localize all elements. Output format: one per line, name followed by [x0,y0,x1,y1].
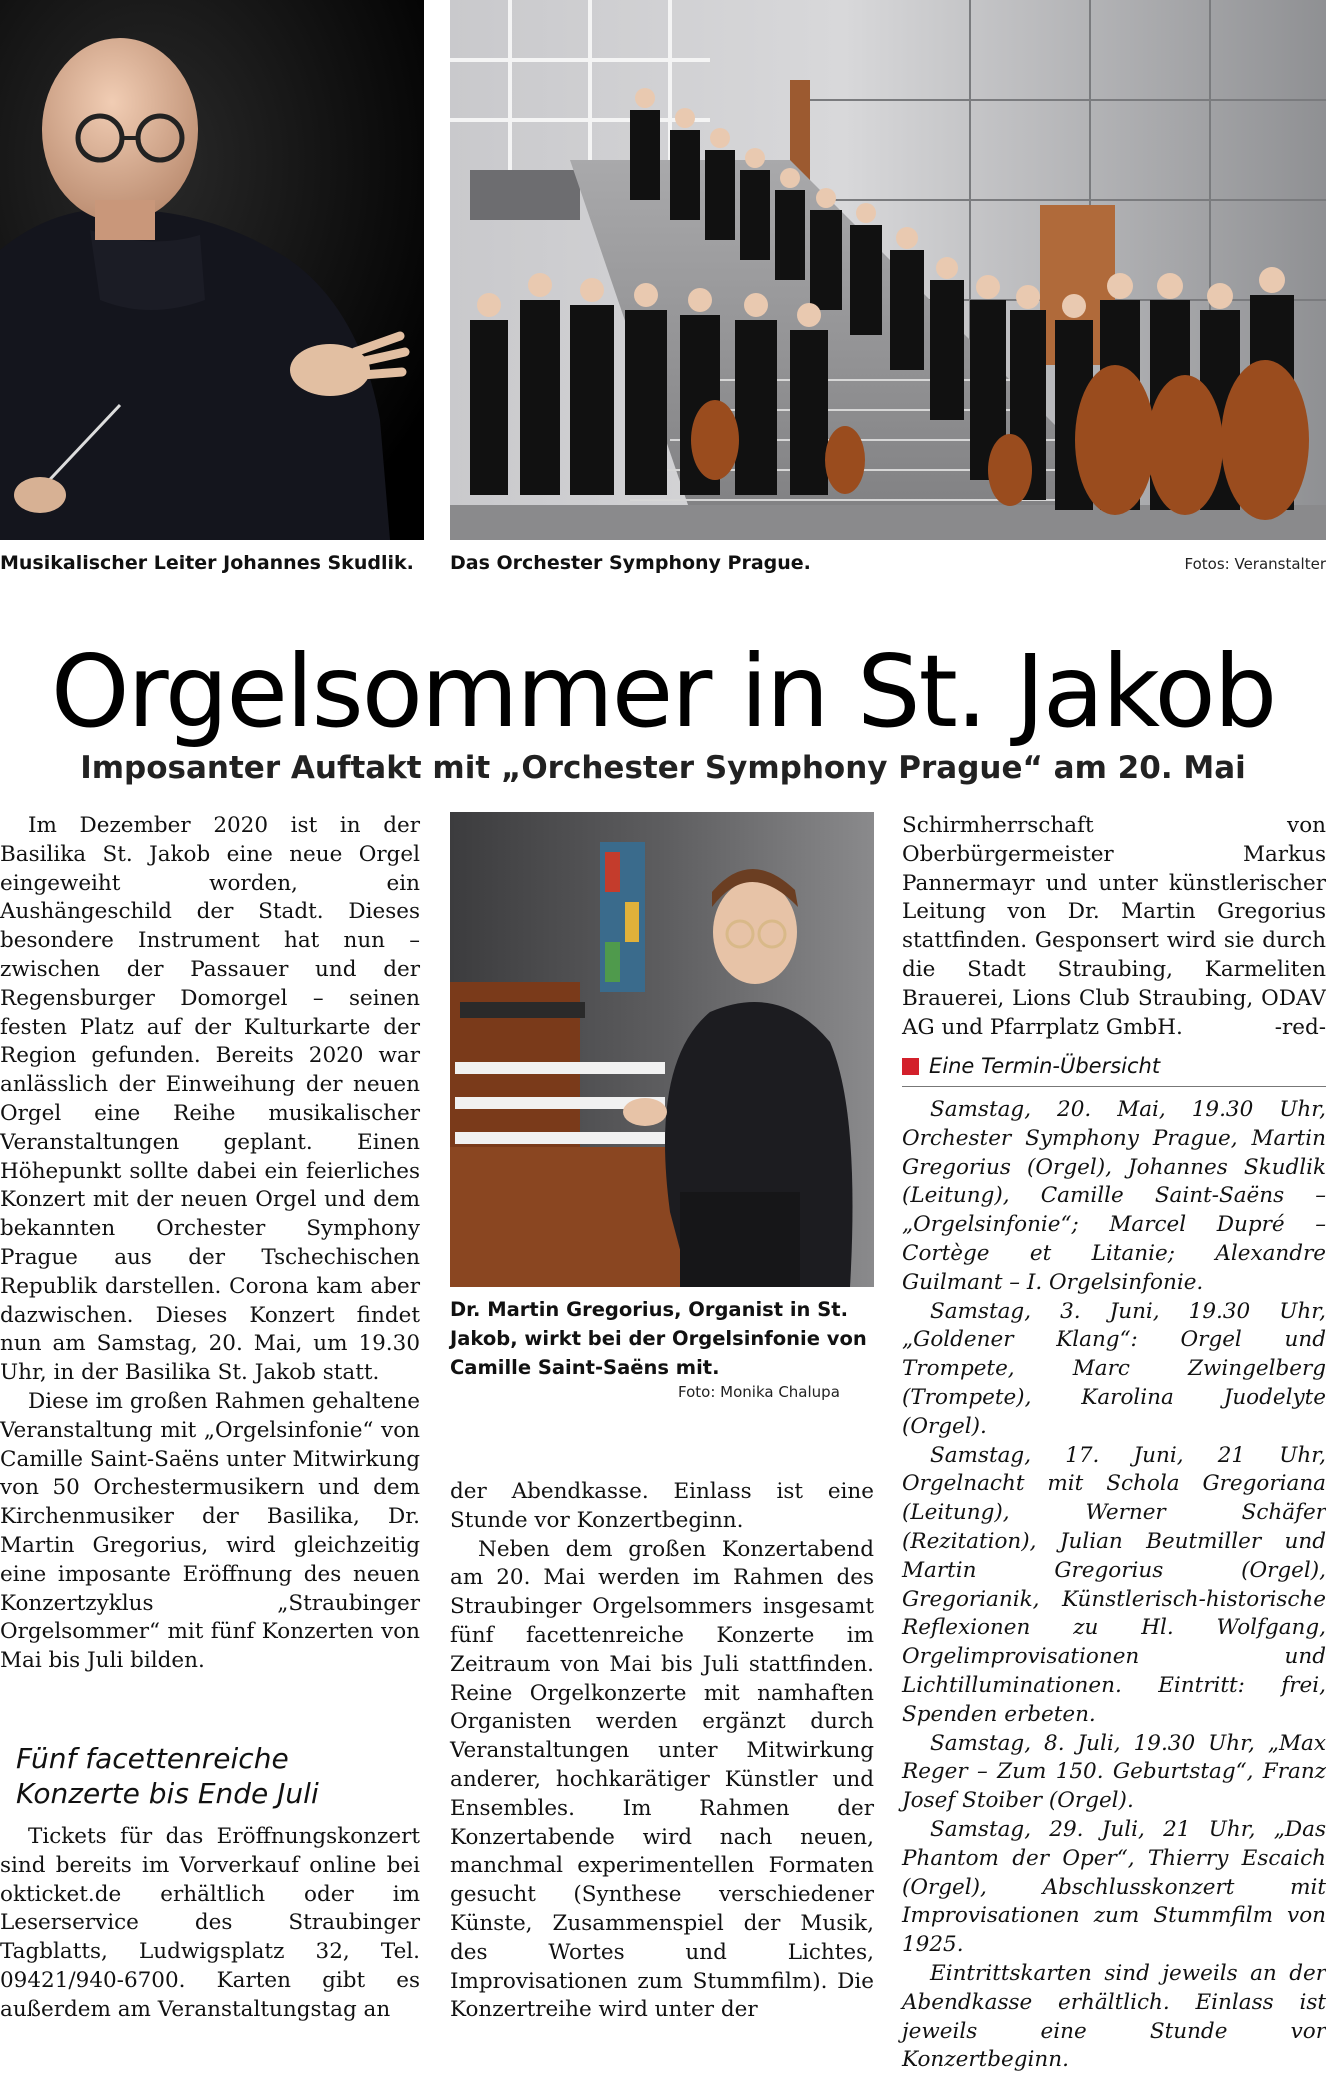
event-item: Samstag, 8. Juli, 19.30 Uhr, „Max Reger – Zum 150. Geburtstag“, Franz Josef Stoiber (Orgel). [902,1730,1326,1816]
column-1-lower [0,1823,420,2025]
orchestra-photo [450,0,1326,540]
paragraph: Tickets für das Eröffnungskonzert sind bereits im Vorverkauf online bei okticket.de erhältlich oder im Leserservice des Straubinger Tagblatts, Ludwigsplatz 32, Tel. 09421/940-6700. Karten gibt es außerdem am Veranstaltungstag an [0,1823,420,2025]
photo-credit: Fotos: Veranstalter [1185,555,1326,573]
conductor-photo [0,0,424,540]
column-3 [902,812,1326,1042]
paragraph: der Abendkasse. Einlass ist eine Stunde vor Konzertbeginn. [450,1478,874,1536]
termin-heading [902,1052,1326,1080]
subheadline: Imposanter Auftakt mit „Orchester Symphony Prague“ am 20. Mai [0,748,1326,788]
organist-photo [450,812,874,1287]
divider [902,1086,1326,1087]
organist-credit: Foto: Monika Chalupa [678,1383,840,1401]
event-item: Samstag, 20. Mai, 19.30 Uhr, Orchester Symphony Prague, Martin Gregorius (Orgel), Johannes Skudlik (Leitung), Camille Saint-Saëns – „Orgelsinfonie“; Marcel Dupré – Cortège et Litanie; Alexandre Guilmant – I. Orgelsinfonie. [902,1096,1326,1298]
conductor-caption: Musikalischer Leiter Johannes Skudlik. [0,550,440,577]
paragraph [902,812,1326,1042]
event-item: Samstag, 3. Juni, 19.30 Uhr, „Goldener Klang“: Orgel und Trompete, Marc Zwingelberg (Trompete), Karolina Juodelyte (Orgel). [902,1298,1326,1442]
author-signoff: -red- [1275,1014,1326,1043]
event-item: Samstag, 17. Juni, 21 Uhr, Orgelnacht mit Schola Gregoriana (Leitung), Werner Schäfer (Rezitation), Julian Beutmiller und Martin Gregorius (Orgel), Gregorianik, Künstlerisch-historische Reflexionen zu Hl. Wolfgang, Orgelimprovisationen und Lichtilluminationen. Eintritt: frei, Spenden erbeten. [902,1442,1326,1730]
termin-title: Eine Termin-Übersicht [929,1054,1160,1078]
paragraph-text: Schirmherrschaft von Oberbürgermeister Markus Pannermayr und unter künstlerischer Leitung von Dr. Martin Gregorius stattfinden. Gesponsert wird sie durch die Stadt Straubing, Karmeliten Brauerei, Lions Club Straubing, ODAV AG und Pfarrplatz GmbH. [902,813,1326,1040]
column-2 [450,1478,874,2025]
paragraph: Diese im großen Rahmen gehaltene Veranstaltung mit „Orgelsinfonie“ von Camille Saint-Saëns unter Mitwirkung von 50 Orchestermusikern und dem Kirchenmusiker der Basilika, Dr. Martin Gregorius, wird gleichzeitig eine imposante Eröffnung des neuen Konzertzyklus „Straubinger Orgelsommer“ mit fünf Konzerten von Mai bis Juli bilden. [0,1388,420,1676]
event-item: Eintrittskarten sind jeweils an der Abendkasse erhältlich. Einlass ist jeweils eine Stunde vor Konzertbeginn. [902,1960,1326,2075]
termin-list [902,1096,1326,2075]
paragraph: Neben dem großen Konzertabend am 20. Mai werden im Rahmen des Straubinger Orgelsommers insgesamt fünf facettenreiche Konzerte im Zeitraum von Mai bis Juli stattfinden. Reine Orgelkonzerte mit namhaften Organisten werden ergänzt durch Veranstaltungen unter Mitwirkung anderer, hochkarätiger Künstler und Ensembles. Im Rahmen der Konzertabende wird nach neuen, manchmal experimentellen Formaten gesucht (Synthese verschiedener Künste, Zusammenspiel der Musik, des Wortes und Lichtes, Improvisationen zum Stummfilm). Die Konzertreihe wird unter der [450,1536,874,2026]
headline: Orgelsommer in St. Jakob [0,637,1326,747]
organist-caption: Dr. Martin Gregorius, Organist in St. Jakob, wirkt bei der Orgelsinfonie von Camille Saint-Saëns mit. [450,1295,875,1382]
paragraph: Im Dezember 2020 ist in der Basilika St. Jakob eine neue Orgel eingeweiht worden, ein Aushängeschild der Stadt. Dieses besondere Instrument hat nun – zwischen der Passauer und der Regensburger Domorgel – seinen festen Platz auf der Kulturkarte der Region gefunden. Bereits 2020 war anlässlich der Einweihung der neuen Orgel eine Reihe musikalischer Veranstaltungen geplant. Einen Höhepunkt sollte dabei ein feierliches Konzert mit der neuen Orgel und dem bekannten Orchester Symphony Prague aus der Tschechischen Republik darstellen. Corona kam aber dazwischen. Dieses Konzert findet nun am Samstag, 20. Mai, um 19.30 Uhr, in der Basilika St. Jakob statt. [0,812,420,1388]
subheading: Fünf facettenreiche Konzerte bis Ende Juli [16,1741,346,1811]
orchestra-caption: Das Orchester Symphony Prague. [450,550,950,577]
event-item: Samstag, 29. Juli, 21 Uhr, „Das Phantom der Oper“, Thierry Escaich (Orgel), Abschlusskonzert mit Improvisationen zum Stummfilm von 1925. [902,1816,1326,1960]
red-square-icon [902,1058,919,1075]
column-1 [0,812,420,1676]
